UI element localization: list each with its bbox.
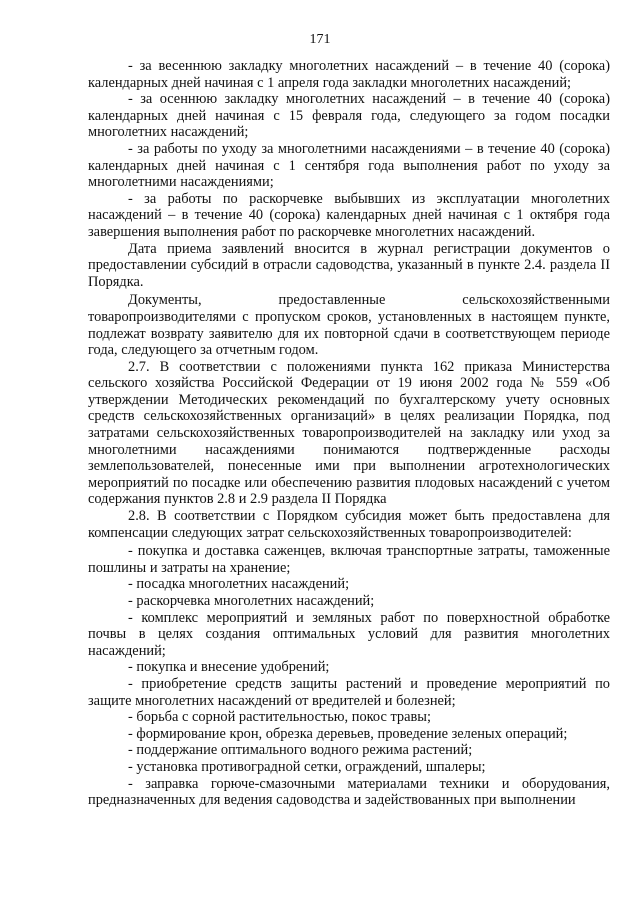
paragraph: 2.8. В соответствии с Порядком субсидия может быть предоставлена для компенсации следующих затрат сельскохозяйственных товаропроизводителей:	[88, 508, 610, 541]
list-item: - борьба с сорной растительностью, покос травы;	[128, 709, 431, 726]
paragraph: - за работы по раскорчевке выбывших из эксплуатации многолетних насаждений – в течение 40 (сорока) календарных дней начиная с 1 октября года завершения выполнения работ по раскорчевке многолетних насаждений.	[88, 190, 610, 240]
list-item: - покупка и доставка саженцев, включая транспортные затраты, таможенные пошлины и затраты на хранение;	[88, 543, 610, 576]
list-item: - посадка многолетних насаждений;	[128, 576, 350, 593]
list-item: - покупка и внесение удобрений;	[128, 659, 330, 676]
list-item: - поддержание оптимального водного режима растений;	[128, 742, 473, 759]
list-item: - формирование крон, обрезка деревьев, проведение зеленых операций;	[128, 725, 568, 742]
list-item: - приобретение средств защиты растений и проведение мероприятий по защите многолетних насаждений от вредителей и болезней;	[88, 675, 610, 709]
paragraph: Дата приема заявлений вносится в журнал регистрации документов о предоставлении субсидий в отрасли садоводства, указанный в пункте 2.4. раздела II Порядка.	[88, 240, 610, 290]
list-item: - раскорчевка многолетних насаждений;	[128, 593, 375, 609]
list-item: - установка противоградной сетки, ограждений, шпалеры;	[128, 758, 486, 775]
paragraph: - за осеннюю закладку многолетних насаждений – в течение 40 (сорока) календарных дней начиная с 15 февраля года, следующего за годом посадки многолетних насаждений;	[88, 91, 610, 141]
paragraph: Документы, предоставленные сельскохозяйственными товаропроизводителями с пропуском сроков, установленных в настоящем пункте, подлежат возврату заявителю для их повторной сдачи в соответствующем периоде года, следующего за отчетным годом.	[88, 292, 610, 359]
page-number: 171	[309, 32, 331, 47]
paragraph: 2.7. В соответствии с положениями пункта 162 приказа Министерства сельского хозяйства Российской Федерации от 19 июня 2002 года № 559 «Об утверждении Методических рекомендаций по бухгалтерскому учету основных средств сельскохозяйственных организаций» в целях реализации Порядка, под затратами сельскохозяйственных товаропроизводителей на закладку или уход за многолетними насаждениями понимаются подтвержденные расходы землепользователей, понесенные ими при выполнении агротехнологических мероприятий по посадке или обеспечению развития плодовых насаждений с учетом содержания пунктов 2.8 и 2.9 раздела II Порядка	[88, 358, 610, 508]
paragraph: - за весеннюю закладку многолетних насаждений – в течение 40 (сорока) календарных дней начиная с 1 апреля года закладки многолетних насаждений;	[88, 58, 610, 91]
document-body	[88, 58, 610, 809]
list-item: - комплекс мероприятий и земляных работ по поверхностной обработке почвы в целях создания оптимальных условий для развития многолетних насаждений;	[88, 609, 610, 659]
paragraph: - за работы по уходу за многолетними насаждениями – в течение 40 (сорока) календарных дней начиная с 1 сентября года выполнения работ по уходу за многолетними насаждениями;	[88, 140, 610, 191]
list-item: - заправка горюче-смазочными материалами техники и оборудования, предназначенных для ведения садоводства и задействованных при выполнении	[88, 775, 610, 809]
